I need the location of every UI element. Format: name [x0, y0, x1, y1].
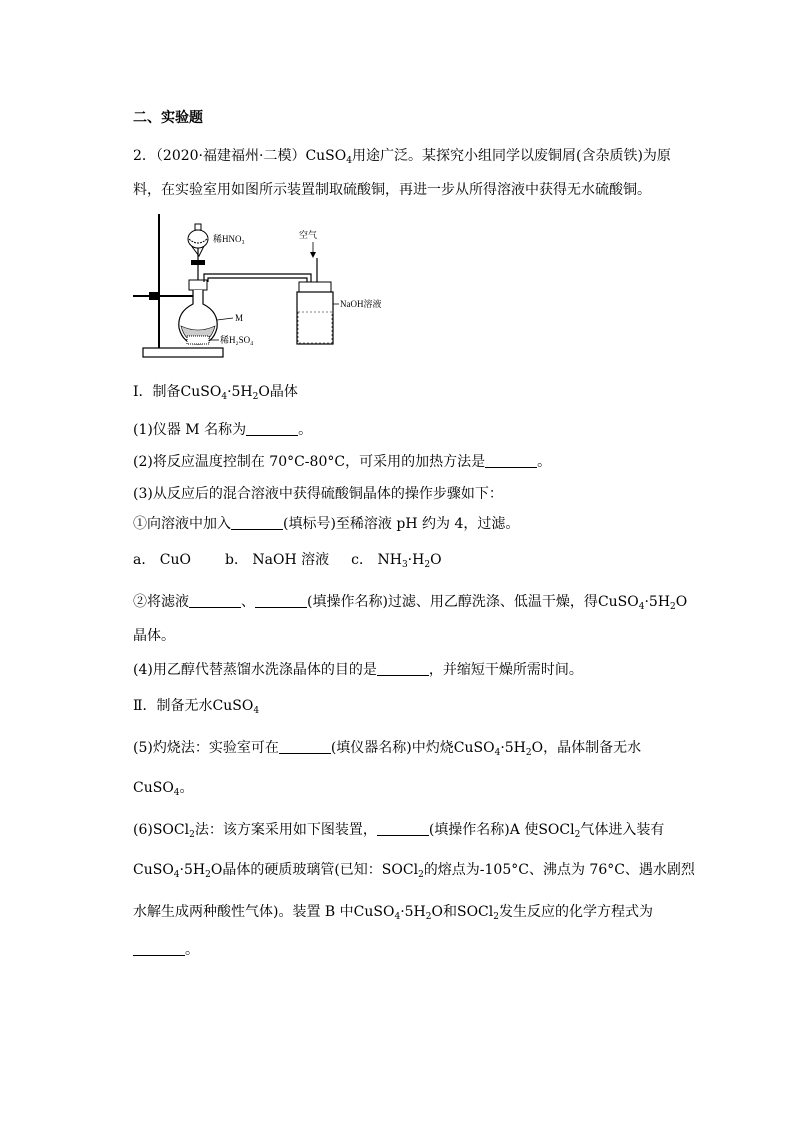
question-number: 2．: [133, 148, 156, 164]
formula-socl2: SOCl$_2$: [538, 822, 581, 840]
funnel-stopcock: [191, 260, 205, 265]
question-intro-line1: [133, 146, 671, 171]
question-6: (6)SOCl$_2$法：该方案采用如下图装置， (填操作名称)A 使SOCl$_2$气体进入装有: [133, 822, 665, 840]
label-h2so4: 稀H₂SO₄: [220, 335, 254, 345]
question-4: (4)用乙醇代替蒸馏水洗涤晶体的目的是 ，并缩短干燥所需时间。: [133, 662, 583, 678]
question-intro-line2: 料，在实验室用如图所示装置制取硫酸铜，再进一步从所得溶液中获得无水硫酸铜。: [133, 182, 651, 198]
formula-socl2: SOCl$_2$: [456, 904, 499, 922]
part2-title: Ⅱ．制备无水CuSO$_4$: [133, 698, 260, 716]
heating-device: [187, 336, 209, 344]
question-6-line3: 水解生成两种酸性气体)。装置 B 中$CuSO_4\cdot 5H_2O$和SOCl$_2$发生反应的化学方程式为: [133, 904, 653, 922]
formula-cuso4: CuSO$_4$: [212, 698, 260, 716]
question-3-step2: ②将滤液 、 (填操作名称)过滤、用乙醇洗涤、低温干燥，得$CuSO_4\cdot 5H_2O$: [133, 594, 688, 612]
apparatus-diagram: [133, 212, 403, 364]
answer-blank-5[interactable]: [255, 593, 307, 608]
answer-blank-2[interactable]: [485, 453, 537, 468]
gas-washing-bottle: [297, 292, 333, 344]
question-source: （2020·福建福州·二模）: [155, 148, 306, 164]
gas-tube-inner: [208, 278, 307, 308]
formula-cuso4-5h2o: $CuSO_4\cdot 5H_2O$: [133, 862, 223, 880]
stand-base: [143, 348, 223, 357]
answer-blank-6[interactable]: [377, 661, 429, 676]
question-6-line2: $CuSO_4\cdot 5H_2O$晶体的硬质玻璃管(已知：SOCl$_2$的熔点为-105°C、沸点为 76°C、遇水剧烈: [133, 862, 695, 880]
formula-socl2: SOCl$_2$: [152, 822, 195, 840]
funnel-bulb: [188, 230, 208, 248]
answer-blank-9[interactable]: [133, 941, 185, 956]
label-m: M: [235, 313, 244, 323]
label-naoh: NaOH溶液: [340, 299, 382, 309]
option-c: c． $NH_3\cdot H_2O$: [351, 552, 442, 570]
clamp: [149, 292, 159, 300]
label-air: 空气: [299, 230, 318, 240]
part1-title: Ⅰ．制备$CuSO_4\cdot 5H_2O$晶体: [133, 384, 298, 402]
air-arrowhead: [310, 252, 316, 258]
formula-cuso4: CuSO$_4$: [305, 148, 352, 166]
formula-cuso4: CuSO$_4$: [133, 780, 180, 798]
question-3-step1: ①向溶液中加入 (填标号)至稀溶液 pH 约为 4，过滤。: [133, 516, 520, 532]
formula-cuso4-5h2o: $CuSO_4\cdot 5H_2O$: [180, 384, 270, 402]
formula-cuso4-5h2o: $CuSO_4\cdot 5H_2O$: [353, 904, 443, 922]
formula-cuso4-5h2o: $CuSO_4\cdot 5H_2O$: [453, 740, 544, 758]
leader-m: [217, 318, 233, 320]
question-3-options: [133, 550, 442, 575]
answer-blank-7[interactable]: [279, 739, 331, 754]
question-5: (5)灼烧法：实验室可在 (填仪器名称)中灼烧$CuSO_4\cdot 5H_2O$，晶体制备无水: [133, 740, 642, 758]
bottle-stopper: [299, 282, 331, 292]
funnel-stopper: [195, 224, 201, 230]
question-3: (3)从反应后的混合溶液中获得硫酸铜晶体的操作步骤如下：: [133, 486, 503, 502]
answer-blank-4[interactable]: [189, 593, 241, 608]
intro-text: 用途广泛。某探究小组同学以废铜屑(含杂质铁)为原: [351, 148, 671, 164]
label-hno3: 稀HNO₃: [213, 234, 245, 244]
answer-blank-1[interactable]: [246, 421, 298, 436]
section-title: 二、实验题: [133, 110, 203, 126]
question-2: (2)将反应温度控制在 70°C-80°C，可采用的加热方法是 。: [133, 454, 552, 470]
answer-blank-8[interactable]: [377, 821, 429, 836]
option-b: b． NaOH 溶液: [225, 552, 330, 568]
answer-blank-3[interactable]: [231, 515, 283, 530]
question-1: (1)仪器 M 名称为 。: [133, 422, 313, 438]
question-5-line2: CuSO$_4$。: [133, 780, 194, 798]
option-a: a． CuO: [133, 552, 192, 568]
formula-cuso4-5h2o: $CuSO_4\cdot 5H_2O$: [597, 594, 688, 612]
gas-tube: [204, 274, 311, 308]
question-3-step2-line2: 晶体。: [133, 628, 175, 644]
question-6-line4: 。: [133, 940, 199, 960]
